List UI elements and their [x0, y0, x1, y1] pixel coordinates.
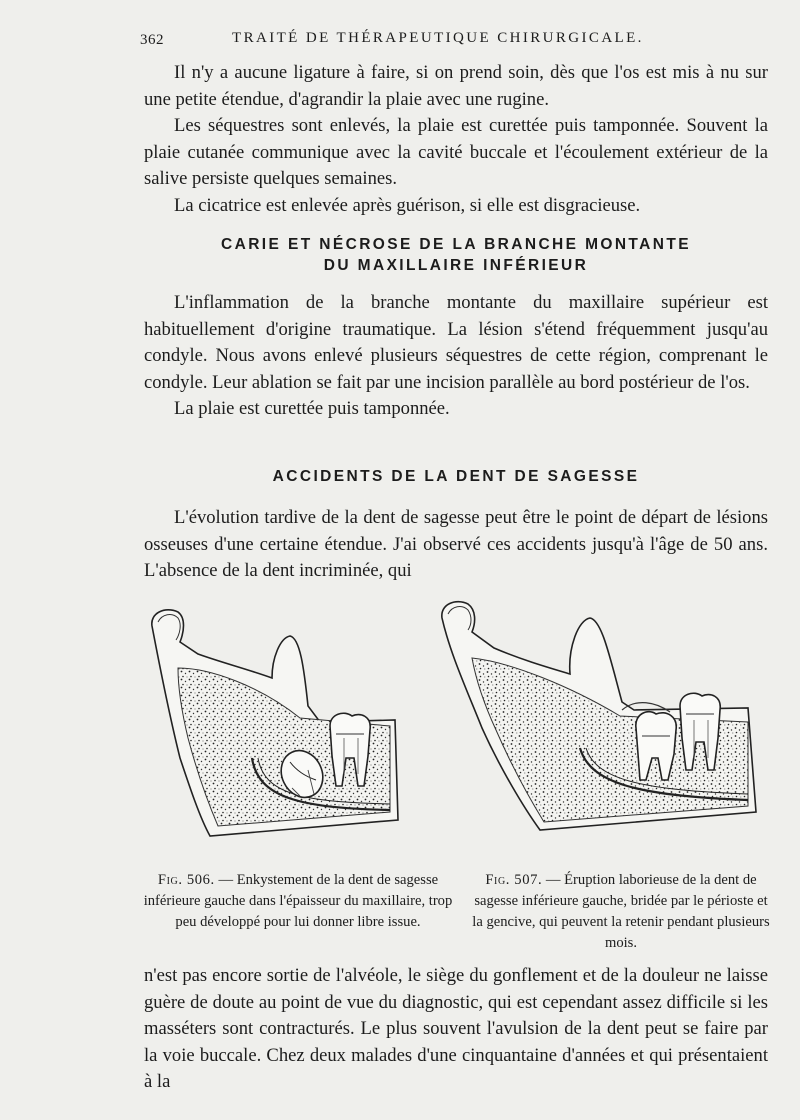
- heading-line: ACCIDENTS DE LA DENT DE SAGESSE: [272, 468, 640, 485]
- figure-506-caption: [142, 870, 454, 933]
- paragraph: n'est pas encore sortie de l'alvéole, le siège du gonflement et de la douleur ne laisse guère de doute au point de vue du diagnostic, qui est cependant assez difficile si les masséters sont contracturés. Le plus souvent l'avulsion de la dent peut se faire par la voie buccale. Chez deux malades d'une cinquantaine d'années et qui présentaient à la: [144, 965, 768, 1092]
- heading-line: DU MAXILLAIRE INFÉRIEUR: [323, 257, 589, 274]
- page-number: 362: [140, 32, 164, 48]
- text-block-1: [144, 60, 768, 219]
- mandible-drawing: [442, 602, 756, 830]
- running-head: [140, 26, 770, 50]
- paragraph: L'inflammation de la branche montante du maxillaire supérieur est habituellement d'origine traumatique. La lésion s'étend fréquemment jusqu'au condyle. Nous avons enlevé plusieurs séquestres de cette région, comprenant le condyle. Leur ablation se fait par une incision parallèle au bord postérieur de l'os.: [144, 292, 768, 393]
- figure-label: Fig. 506.: [157, 872, 215, 888]
- paragraph: Les séquestres sont enlevés, la plaie est curettée puis tamponnée. Souvent la plaie cutanée communique avec la cavité buccale et l'écoulement extérieur de la salive persiste quelques semaines.: [144, 115, 768, 189]
- figure-506-illustration: [140, 598, 410, 848]
- section-heading-carie: [144, 234, 768, 276]
- figure-label: Fig. 507.: [485, 872, 543, 888]
- running-title: TRAITÉ DE THÉRAPEUTIQUE CHIRURGICALE.: [232, 30, 644, 46]
- figure-caption-text: — Enkystement de la dent de sagesse inférieure gauche dans l'épaisseur du maxillaire, trop peu développé pour lui donner libre issue.: [143, 872, 453, 930]
- text-block-4: [144, 963, 768, 1096]
- text-block-2: [144, 290, 768, 423]
- paragraph: La plaie est curettée puis tamponnée.: [174, 398, 450, 419]
- figure-507-caption: [470, 870, 772, 954]
- heading-line: CARIE ET NÉCROSE DE LA BRANCHE MONTANTE: [221, 236, 691, 253]
- text-block-3: [144, 505, 768, 585]
- section-heading-accidents: [144, 466, 768, 487]
- paragraph: Il n'y a aucune ligature à faire, si on prend soin, dès que l'os est mis à nu sur une petite étendue, d'agrandir la plaie avec une rugine.: [144, 62, 768, 110]
- figure-caption-text: — Éruption laborieuse de la dent de sagesse inférieure gauche, bridée par le périoste et la gencive, qui peuvent la retenir pendant plusieurs mois.: [472, 872, 770, 951]
- mandible-drawing: [152, 610, 398, 836]
- figure-507-illustration: [430, 598, 770, 848]
- paragraph: La cicatrice est enlevée après guérison, si elle est disgracieuse.: [174, 194, 641, 216]
- paragraph: L'évolution tardive de la dent de sagesse peut être le point de départ de lésions osseuses d'une certaine étendue. J'ai observé ces accidents jusqu'à l'âge de 50 ans. L'absence de la dent incriminée, qui: [144, 507, 768, 581]
